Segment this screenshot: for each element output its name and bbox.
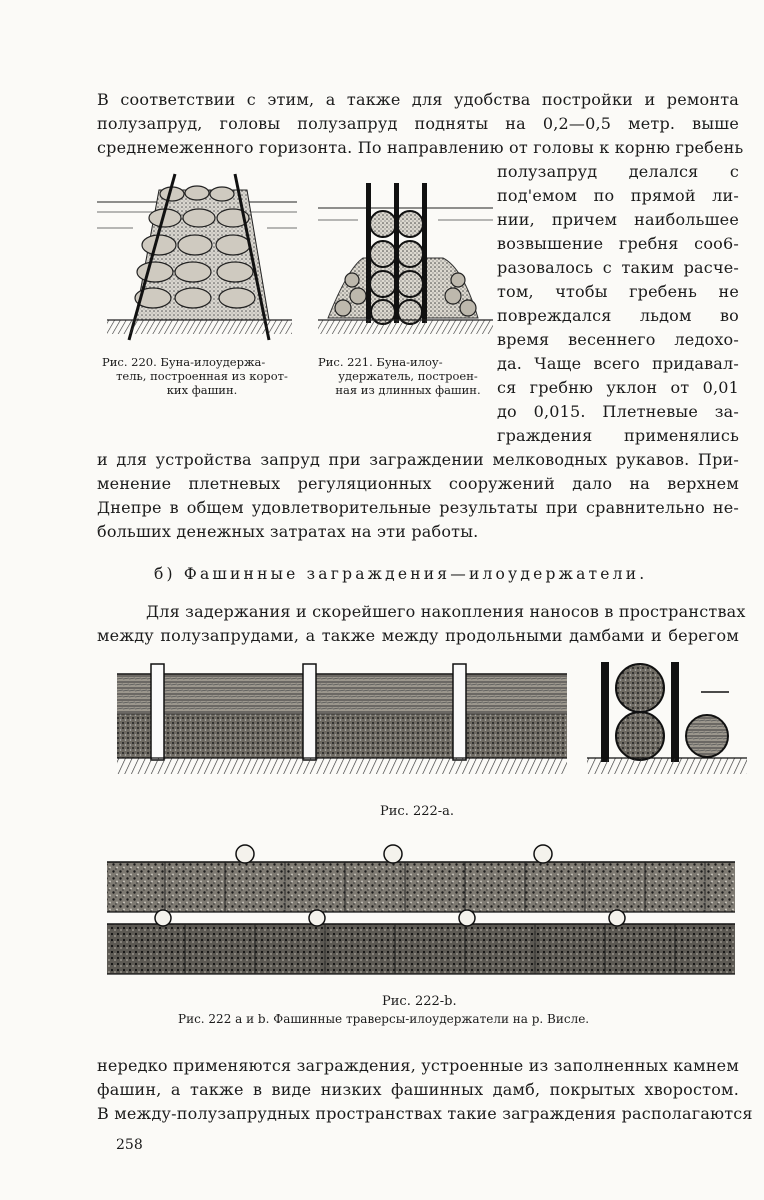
caption-line: Рис. 221. Буна-илоу- xyxy=(318,355,443,369)
figure-222-full-caption: Рис. 222 a и b. Фашинные траверсы-илоудержатели на р. Висле. xyxy=(178,1012,590,1026)
text-line: повреждался льдом во xyxy=(497,306,739,325)
section-heading: б) Фашинные заграждения—илоудержатели. xyxy=(154,565,648,583)
text-line: том, чтобы гребень не xyxy=(497,282,739,301)
text-line: между полузапрудами, а также между продольными дамбами и берегом xyxy=(97,626,739,645)
figure-222a xyxy=(117,662,747,782)
text-line: полузапруд, головы полузапруд подняты на 0,2—0,5 метр. выше xyxy=(97,114,739,133)
caption-line: ная из длинных фашин. xyxy=(335,383,481,397)
figure-222b xyxy=(105,842,737,977)
text-line: время весеннего ледохо- xyxy=(497,330,739,349)
figure-220-caption xyxy=(102,355,302,397)
text-line: нередко применяются заграждения, устроенные из заполненных камнем xyxy=(97,1056,739,1075)
text-line: среднемеженного горизонта. По направлению от головы к корню гребень xyxy=(97,138,744,157)
text-line: ся гребню уклон от 0,01 xyxy=(497,378,739,397)
text-line: Для задержания и скорейшего накопления наносов в пространствах xyxy=(146,602,746,621)
figure-222a-caption: Рис. 222-a. xyxy=(380,804,455,819)
text-line: под'емом по прямой ли- xyxy=(497,186,739,205)
figure-222b-drawing xyxy=(105,842,737,977)
figure-221-caption xyxy=(318,355,498,397)
page-number: 258 xyxy=(116,1137,143,1153)
figure-221 xyxy=(318,178,493,343)
text-line: В соответствии с этим, а также для удобства постройки и ремонта xyxy=(97,90,739,109)
text-line: и для устройства запруд при заграждении мелководных рукавов. При- xyxy=(97,450,739,469)
figure-222a-drawing xyxy=(117,662,747,782)
caption-line: ких фашин. xyxy=(166,383,238,397)
text-line: да. Чаще всего придавал- xyxy=(497,354,739,373)
caption-line: Рис. 220. Буна-илоудержа- xyxy=(102,355,266,369)
figure-221-drawing xyxy=(318,178,493,343)
text-line: разовалось с таким расче- xyxy=(497,258,739,277)
figure-220-drawing xyxy=(97,170,297,345)
figure-220 xyxy=(97,170,297,345)
text-line: больших денежных затратах на эти работы. xyxy=(97,522,479,541)
caption-line: тель, построенная из корот- xyxy=(116,369,288,383)
figure-222b-caption: Рис. 222-b. xyxy=(382,994,457,1009)
text-line: фашин, а также в виде низких фашинных дамб, покрытых хворостом. xyxy=(97,1080,739,1099)
text-line: до 0,015. Плетневые за- xyxy=(497,402,739,421)
text-line: полузапруд делался с xyxy=(497,162,739,181)
text-line: возвышение гребня соо6- xyxy=(497,234,739,253)
text-line: менение плетневых регуляционных сооружений дало на верхнем xyxy=(97,474,739,493)
text-line: В между-полузапрудных пространствах такие заграждения располагаются xyxy=(97,1104,753,1123)
caption-line: удержатель, построен- xyxy=(338,369,478,383)
text-line: Днепре в общем удовлетворительные результаты при сравнительно не- xyxy=(97,498,739,517)
text-line: граждения применялись xyxy=(497,426,739,445)
text-line: нии, причем наибольшее xyxy=(497,210,739,229)
